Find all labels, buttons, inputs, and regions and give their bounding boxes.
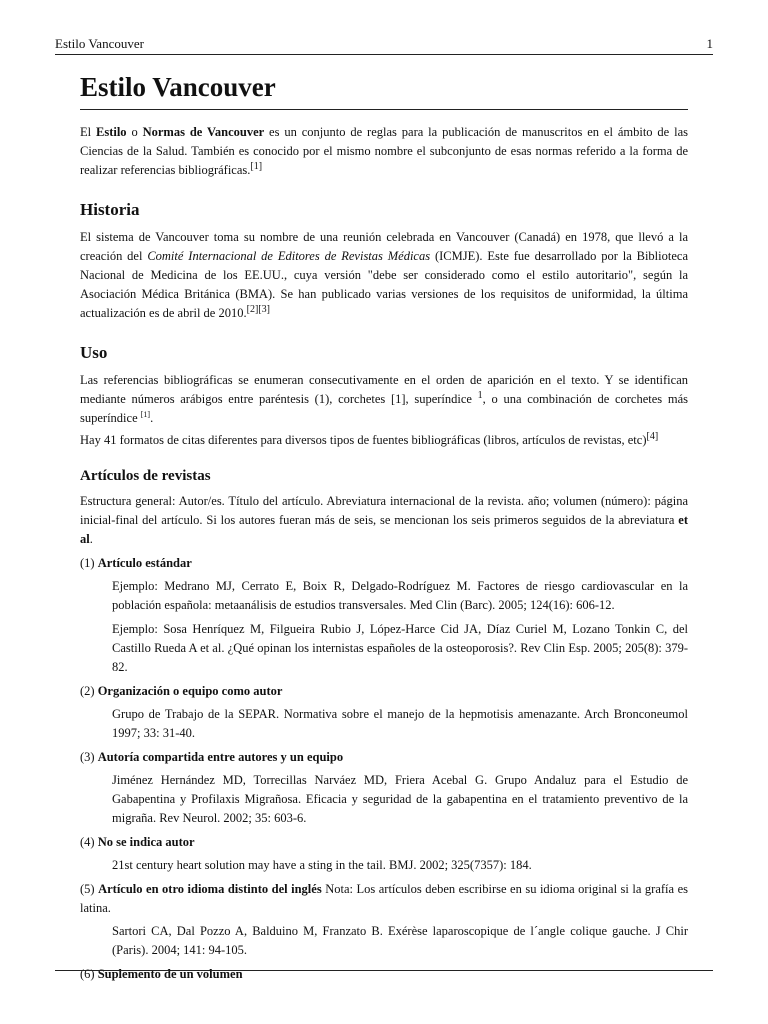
item-number: (2): [80, 684, 98, 698]
section-heading-uso: Uso: [80, 343, 108, 362]
bold-term-normas: Normas de Vancouver: [142, 125, 265, 139]
item-label: Suplemento de un volumen: [97, 967, 243, 981]
item-label: No se indica autor: [97, 835, 195, 849]
general-structure-paragraph: Estructura general: Autor/es. Título del artículo. Abreviatura internacional de la revista. año; volumen (número): página inicial-final del artículo. Si los autores fueran más de seis, se mencionan los seis primeros seguidos de la abreviatura et al.: [80, 494, 688, 546]
header-title: Estilo Vancouver: [55, 36, 144, 51]
item-label: Artículo estándar: [97, 556, 192, 570]
item-number: (3): [80, 750, 98, 764]
item-number: (6): [80, 967, 98, 981]
example-citation: Sartori CA, Dal Pozzo A, Balduino M, Franzato B. Exérèse laparoscopique de l´angle colique gauche. J Chir (Paris). 2004; 141: 94-105.: [112, 924, 688, 957]
list-item: [80, 880, 688, 918]
item-list: [80, 554, 688, 984]
item-number: (1): [80, 556, 98, 570]
list-item: [80, 682, 688, 701]
intro-paragraph: El Estilo o Normas de Vancouver es un conjunto de reglas para la publicación de manuscritos en el ámbito de las Ciencias de la Salud. También es conocido por el mismo nombre el subconjunto de esas normas referido a la forma de realizar referencias bibliográficas.[1]: [80, 125, 689, 177]
example-citation: Jiménez Hernández MD, Torrecillas Narváez MD, Friera Acebal G. Grupo Andaluz para el Estudio de Gabapentina y Profilaxis Migrañosa. Eficacia y seguridad de la gabapentina en el tratamiento preventivo de la migraña. Rev Neurol. 2002; 35: 603-6.: [112, 773, 688, 825]
reference-link[interactable]: [4]: [646, 430, 659, 442]
italic-term-comite: Comité Internacional de Editores de Revistas Médicas: [147, 249, 431, 263]
historia-paragraph: El sistema de Vancouver toma su nombre de una reunión celebrada en Vancouver (Canadá) en 1978, que llevó a la creación del Comité Internacional de Editores de Revistas Médicas (ICMJE). Este fue desarrollado por la Biblioteca Nacional de Medicina de los EE.UU., cuya versión "debe ser considerado como el estilo autoritario", según la Asociación Médica Británica (BMA). Se han publicado varias versiones de los requisitos de uniformidad, la última actualización es de abril de 2010.[2][3]: [80, 230, 688, 320]
superscript-bracket-example: [1]: [140, 409, 151, 419]
reference-link[interactable]: [2][3]: [246, 303, 270, 315]
list-item: [80, 554, 688, 573]
bold-term-et-al: et al: [80, 513, 688, 546]
running-header: [55, 32, 713, 55]
item-number: (4): [80, 835, 98, 849]
subsection-heading-articulos: Artículos de revistas: [80, 468, 211, 484]
example-citation: Ejemplo: Medrano MJ, Cerrato E, Boix R, Delgado-Rodríguez M. Factores de riesgo cardiovascular en la población española: metaanálisis de estudios transversales. Med Clin (Barc). 2005; 124(16): 606-12.: [112, 579, 688, 612]
reference-link[interactable]: [1]: [250, 160, 263, 172]
uso-paragraph-1: Las referencias bibliográficas se enumeran consecutivamente en el orden de aparición en el texto. Y se identifican mediante números arábigos entre paréntesis (1), corchetes [1], superíndice $^1$, o una combinación de corchetes más superíndice [1].: [80, 373, 688, 425]
page-number: 1: [706, 36, 713, 51]
example-citation: Grupo de Trabajo de la SEPAR. Normativa sobre el manejo de la hepmotisis amenazante. Arch Bronconeumol 1997; 33: 31-40.: [112, 707, 688, 740]
item-number: (5): [80, 882, 99, 896]
uso-paragraph-2: Hay 41 formatos de citas diferentes para diversos tipos de fuentes bibliográficas (libros, artículos de revistas, etc)[4]: [80, 430, 659, 447]
page-title: Estilo Vancouver: [80, 70, 688, 110]
item-label: Autoría compartida entre autores y un equipo: [97, 750, 344, 764]
bold-term-estilo: Estilo: [96, 125, 127, 139]
list-item: [80, 833, 688, 852]
item-label: Organización o equipo como autor: [97, 684, 283, 698]
list-item: [80, 965, 688, 984]
example-citation: Ejemplo: Sosa Henríquez M, Filgueira Rubio J, López-Harce Cid JA, Díaz Curiel M, Lozano Tonkin C, del Castillo Rueda A et al. ¿Qué opinan los internistas españoles de la osteoporosis?. Rev Clin Esp. 2005; 205(8): 379-82.: [112, 622, 688, 674]
superscript-example: 1: [477, 389, 483, 401]
example-citation: 21st century heart solution may have a sting in the tail. BMJ. 2002; 325(7357): 184.: [112, 858, 532, 872]
item-label: Artículo en otro idioma distinto del inglés: [98, 882, 322, 896]
document-body: [80, 70, 688, 987]
footer-rule: [55, 970, 713, 971]
list-item: [80, 748, 688, 767]
section-heading-historia: Historia: [80, 200, 140, 219]
item-note: Nota: Los artículos deben escribirse en su idioma original si la grafía es latina.: [80, 882, 688, 915]
